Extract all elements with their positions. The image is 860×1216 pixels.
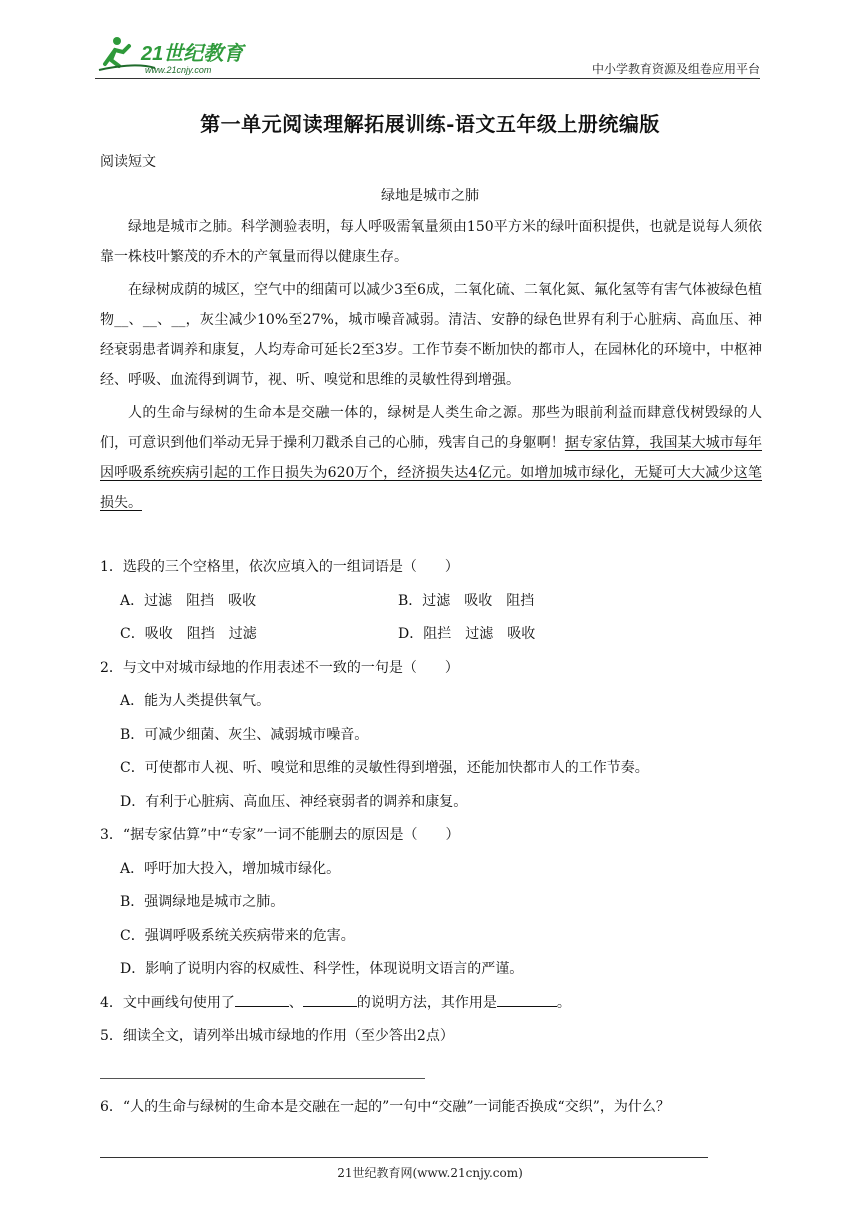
questions — [100, 551, 762, 1054]
question-4-blank-1[interactable] — [235, 992, 289, 1007]
question-3-stem: 3．“据专家估算”中“专家”一词不能删去的原因是（ ） — [100, 827, 460, 843]
logo-mark-text: 21世纪教育 — [141, 43, 244, 65]
question-2-option-a: A．能为人类提供氧气。 — [120, 693, 271, 709]
section-label: 阅读短文 — [100, 154, 156, 170]
question-1-options-row-2 — [100, 618, 762, 652]
passage-paragraph-3 — [100, 398, 762, 518]
footer-text: 21世纪教育网(www.21cnjy.com) — [337, 1166, 523, 1180]
header-divider — [95, 78, 760, 79]
paragraph-3-text: 人的生命与绿树的生命本是交融一体的，绿树是人类生命之源。那些为眼前利益而肆意伐树毁绿的人们，可意识到他们举动无异于操利刀戳杀自己的心肺，残害自己的身躯啊！ — [100, 405, 762, 451]
question-4-blank-2[interactable] — [303, 992, 357, 1007]
footer-divider — [100, 1157, 708, 1158]
question-3-option-d: D．影响了说明内容的权威性、科学性，体现说明文语言的严谨。 — [120, 961, 524, 977]
question-2-option-c: C．可使都市人视、听、嗅觉和思维的灵敏性得到增强，还能加快都市人的工作节奏。 — [120, 760, 649, 776]
question-4-separator: 、 — [288, 994, 303, 1011]
logo-runner-icon — [95, 34, 265, 76]
platform-name: 中小学教育资源及组卷应用平台 — [591, 62, 760, 76]
question-2-stem: 2．与文中对城市绿地的作用表述不一致的一句是（ ） — [100, 659, 459, 676]
question-1-options-row-1 — [100, 585, 762, 619]
logo — [95, 34, 265, 76]
question-1-option-a: A．过滤 阻挡 吸收 — [120, 592, 257, 609]
passage-paragraph-1: 绿地是城市之肺。科学测验表明，每人呼吸需氧量须由150平方米的绿叶面积提供，也就是说每人须依靠一株枝叶繁茂的乔木的产氧量而得以健康生存。 — [100, 219, 762, 265]
passage — [100, 212, 762, 521]
question-1-option-b: B．过滤 吸收 阻挡 — [398, 592, 535, 609]
question-5-stem: 5．细读全文，请列举出城市绿地的作用（至少答出2点） — [100, 1028, 454, 1044]
page-header — [95, 34, 760, 80]
question-4-stem — [100, 987, 762, 1021]
question-5-answer-line[interactable] — [100, 1078, 425, 1079]
question-4-blank-3[interactable] — [497, 992, 557, 1007]
question-3-option-c: C．强调呼吸系统关疾病带来的危害。 — [120, 927, 355, 944]
question-6-stem: 6．“人的生命与绿树的生命本是交融在一起的”一句中“交融”一词能否换成“交织”，为什么？ — [100, 1099, 670, 1115]
question-2-option-b: B．可减少细菌、灰尘、减弱城市噪音。 — [120, 726, 369, 743]
question-4-end: 。 — [556, 994, 571, 1011]
passage-paragraph-2: 在绿树成荫的城区，空气中的细菌可以减少3至6成，二氧化硫、二氧化氮、氟化氢等有害气体被绿色植物__、__、__，灰尘减少10%至27%，城市噪音减弱。清洁、安静的绿色世界有利于心脏病、高血压、神经衰弱患者调养和康复，人均寿命可延长2至3岁。工作节奏不断加快的都市人，在园林化的环境中，中枢神经、呼吸、血流得到调节，视、听、嗅觉和思维的灵敏性得到增强。 — [100, 282, 762, 388]
underlined-sentence: 据专家估算，我国某大城市每年因呼吸系统疾病引起的工作日损失为620万个，经济损失达4亿元。如增加城市绿化，无疑可大大减少这笔损失。 — [100, 435, 763, 511]
question-1-option-c: C．吸收 阻挡 过滤 — [120, 626, 257, 642]
question-1-option-d: D．阻拦 过滤 吸收 — [398, 626, 536, 642]
question-3-option-b: B．强调绿地是城市之肺。 — [120, 894, 285, 910]
question-2-option-d: D．有利于心脏病、高血压、神经衰弱者的调养和康复。 — [120, 793, 468, 810]
question-4-part-2: 的说明方法，其作用是 — [356, 994, 497, 1011]
question-1-stem: 1．选段的三个空格里，依次应填入的一组词语是（ ） — [100, 559, 459, 575]
question-3-option-a: A．呼吁加大投入，增加城市绿化。 — [120, 860, 341, 877]
question-4-part-1: 4．文中画线句使用了 — [100, 994, 235, 1011]
passage-title: 绿地是城市之肺 — [381, 188, 479, 204]
logo-url-text: www.21cnjy.com — [145, 65, 212, 75]
page-title: 第一单元阅读理解拓展训练-语文五年级上册统编版 — [200, 112, 660, 136]
